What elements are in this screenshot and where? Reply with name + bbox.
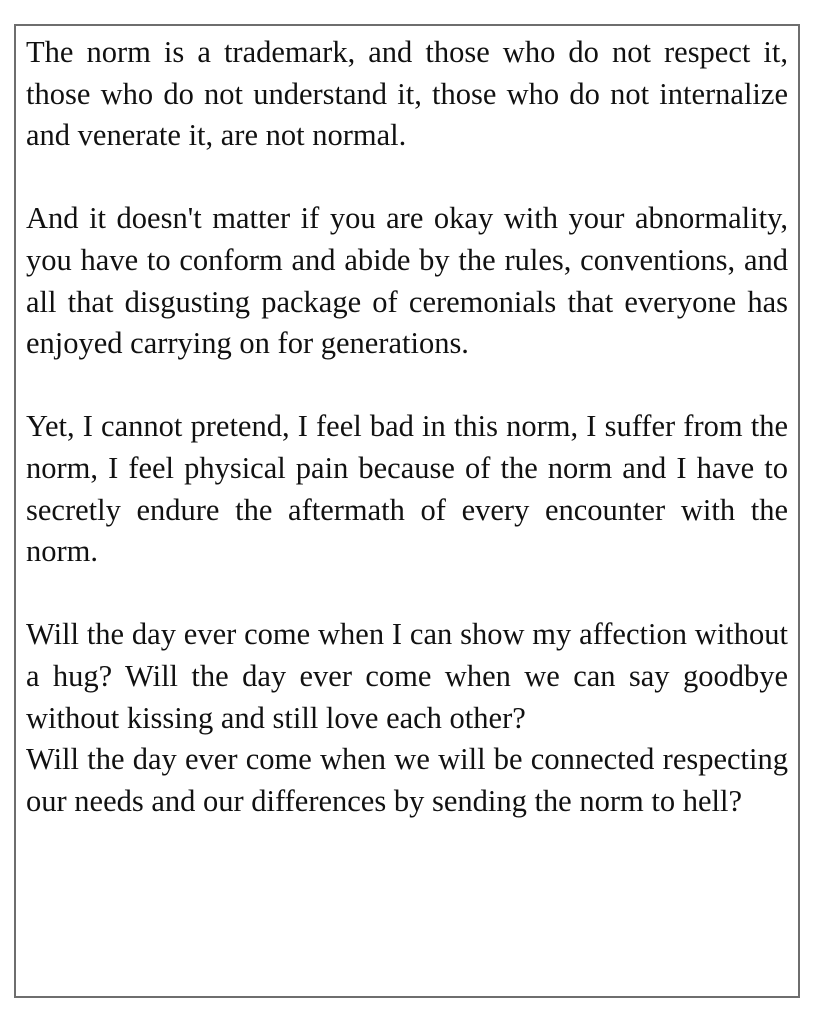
paragraph-gap bbox=[26, 157, 788, 199]
paragraph-suffer: Yet, I cannot pretend, I feel bad in this norm, I suffer from the norm, I feel physical pain because of the norm and I have to secretly endure the aftermath of every encounter with the norm. bbox=[26, 409, 788, 569]
paragraph-connected-question: Will the day ever come when we will be connected respecting our needs and our differences by sending the norm to hell? bbox=[26, 742, 788, 818]
text-frame bbox=[14, 24, 800, 998]
paragraph-norm-trademark: The norm is a trademark, and those who do not respect it, those who do not understand it, those who do not internalize and venerate it, are not normal. bbox=[26, 35, 788, 153]
paragraph-affection-question: Will the day ever come when I can show my affection without a hug? Will the day ever come when we can say goodbye without kissing and still love each other? bbox=[26, 617, 788, 735]
paragraph-abnormality: And it doesn't matter if you are okay with your abnormality, you have to conform and abide by the rules, conventions, and all that disgusting package of ceremonials that everyone has enjoyed carrying on for generations. bbox=[26, 201, 788, 361]
paragraph-gap bbox=[26, 573, 788, 615]
text-block bbox=[26, 32, 788, 822]
paragraph-gap bbox=[26, 365, 788, 407]
